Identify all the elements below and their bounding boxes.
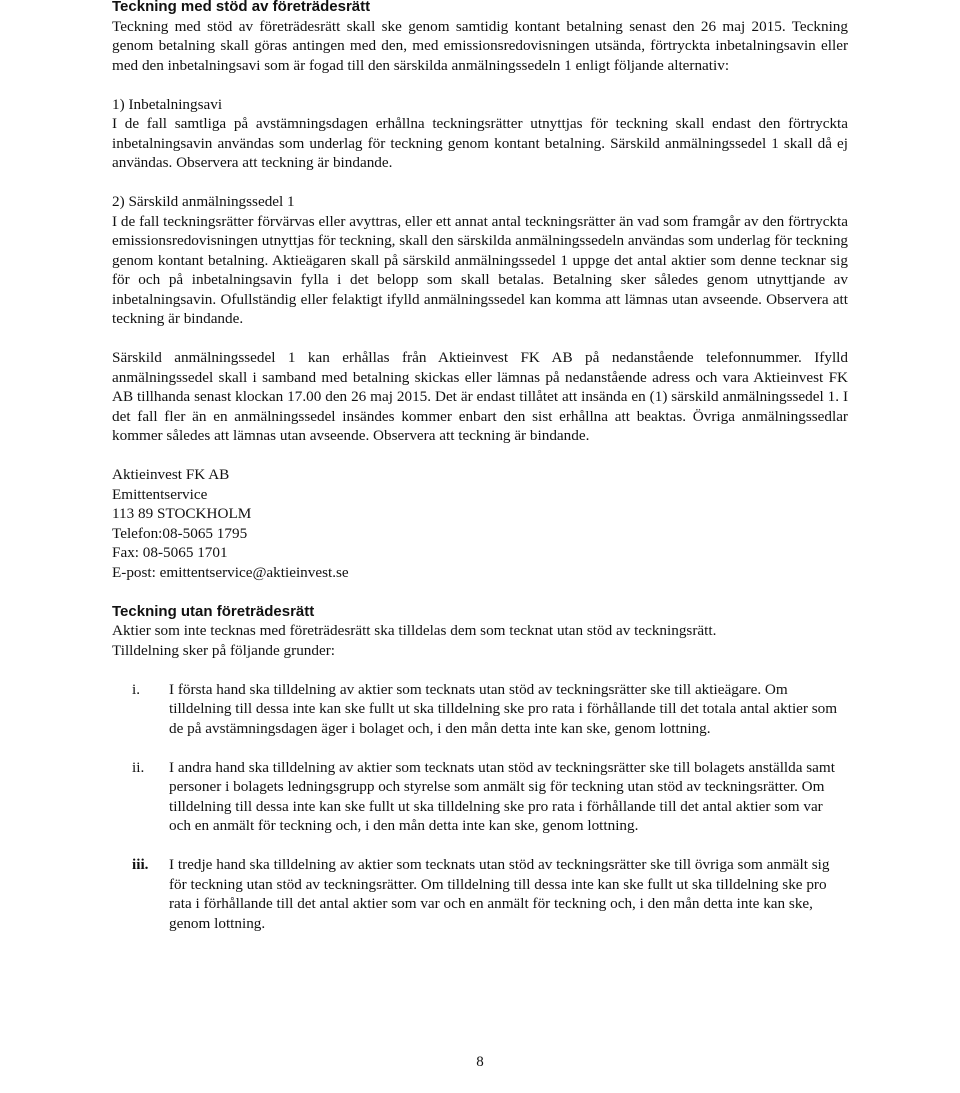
address-department: Emittentservice (112, 485, 208, 503)
address-email: E-post: emittentservice@aktieinvest.se (112, 563, 349, 581)
document-page (112, 0, 848, 953)
list-item-number: ii. (132, 758, 145, 776)
list-item-number: i. (132, 680, 141, 698)
paragraph-section2-intro-2: Tilldelning sker på följande grunder: (112, 641, 335, 659)
list-item-text: I första hand ska tilldelning av aktier som tecknats utan stöd av teckningsrätter ske till aktieägare. Om tilldelning till dessa inte kan ske fullt ut ska tilldelning ske pro rata i förhållande till det totala antal aktier som de på avstämningsdagen äger i bolaget och, i den mån detta inte kan ske, genom lottning. (169, 680, 838, 737)
paragraph-intro: Teckning med stöd av företrädesrätt skall ske genom samtidig kontant betalning senast den 26 maj 2015. Teckning genom betalning skall göras antingen med den, med emissionsredovisningen utsända, förtryckta inbetalningsavin eller med den inbetalningsavi som är fogad till den särskilda anmälningssedeln 1 enligt följande alternativ: (112, 17, 848, 74)
section-heading-teckning-med-stod: Teckning med stöd av företrädesrätt (112, 0, 371, 15)
list-item (112, 758, 848, 836)
address-block (112, 465, 848, 582)
list-item-number: iii. (132, 856, 149, 873)
address-phone: Telefon:08-5065 1795 (112, 524, 248, 542)
paragraph-anmalningssedel: Särskild anmälningssedel 1 kan erhållas från Aktieinvest FK AB på nedanstående telefonnummer. Ifylld anmälningssedel skall i samband med betalning skickas eller lämnas på nedanstående adress och vara Aktieinvest FK AB tillhanda senast klockan 17.00 den 26 maj 2015. Det är endast tillåtet att insända en (1) särskild anmälningssedel 1. I det fall fler än en anmälningssedel insändes kommer enbart den sist erhållna att beaktas. Övriga anmälningssedlar kommer således att lämnas utan avseende. Observera att teckning är bindande. (112, 349, 848, 444)
list-item-text: I tredje hand ska tilldelning av aktier som tecknats utan stöd av teckningsrätter ske till övriga som anmält sig för teckning utan stöd av teckningsrätter. Om tilldelning till dessa inte kan ske fullt ut ska tilldelning ske pro rata i förhållande till det antal aktier som var och en anmält för teckning och, i den mån detta inte kan ske, genom lottning. (169, 856, 830, 932)
paragraph-section2-intro-1: Aktier som inte tecknas med företrädesrätt ska tilldelas dem som tecknat utan stöd av teckningsrätt. (112, 622, 717, 639)
list-item (112, 680, 848, 739)
address-company: Aktieinvest FK AB (112, 466, 230, 483)
list-item (112, 855, 848, 933)
page-number: 8 (476, 1054, 484, 1070)
alternative-1-title: 1) Inbetalningsavi (112, 95, 223, 113)
alternative-2-text: I de fall teckningsrätter förvärvas eller avyttras, eller ett annat antal teckningsrätter än vad som framgår av den förtryckta emissionsredovisningen utnyttjas för teckning, skall den särskilda anmälningssedeln användas som underlag för teckning genom kontant betalning. Aktieägaren skall på särskild anmälningssedel 1 uppge det antal aktier som denne tecknar sig för och på inbetalningsavin fylla i det belopp som skall betalas. Betalning sker således genom utnyttjande av inbetalningsavin. Ofullständig eller felaktigt ifylld anmälningssedel kan komma att lämnas utan avseende. Observera att teckning är bindande. (112, 212, 849, 327)
allocation-list (112, 680, 848, 934)
alternative-1-text: I de fall samtliga på avstämningsdagen erhållna teckningsrätter utnyttjas för teckning skall endast den förtryckta inbetalningsavin användas som underlag för teckning genom kontant betalning. Särskild anmälningssedel 1 skall då ej användas. Observera att teckning är bindande. (112, 115, 848, 171)
list-item-text: I andra hand ska tilldelning av aktier som tecknats utan stöd av teckningsrätter ske till bolagets anställda samt personer i bolagets ledningsgrupp och styrelse som anmält sig för teckning utan stöd av teckningsrätter. Om tilldelning till dessa inte kan ske fullt ut ska tilldelning ske pro rata i förhållande till det antal aktier som var och en anmält för teckning och, i den mån detta inte kan ske, genom lottning. (169, 758, 835, 834)
address-postal: 113 89 STOCKHOLM (112, 505, 252, 522)
section-heading-teckning-utan: Teckning utan företrädesrätt (112, 602, 315, 620)
address-fax: Fax: 08-5065 1701 (112, 544, 228, 561)
alternative-2-title: 2) Särskild anmälningssedel 1 (112, 193, 295, 210)
